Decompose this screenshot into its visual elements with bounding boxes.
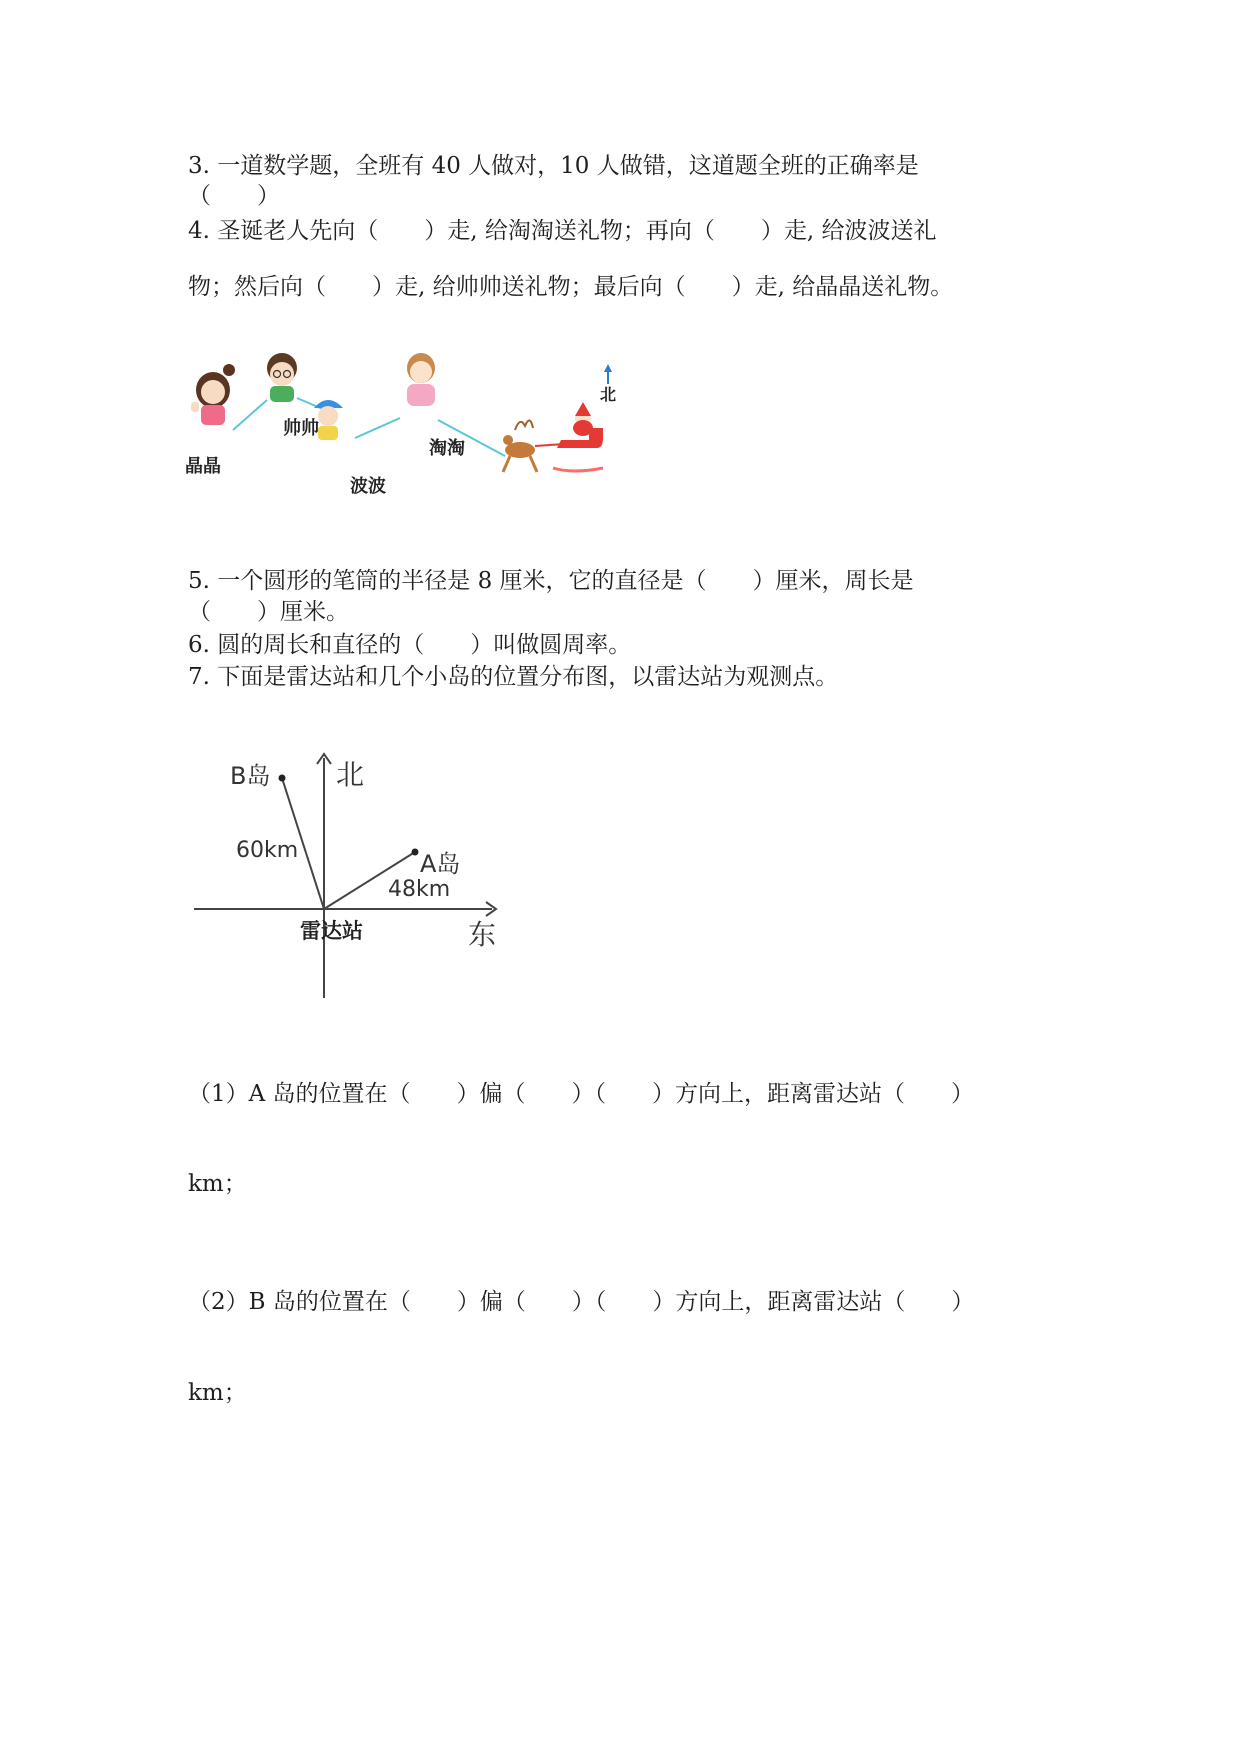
route-line (355, 418, 400, 438)
sub-question-1-text: （1）A 岛的位置在（ ）偏（ ）（ ）方向上，距离雷达站（ ） (188, 1081, 975, 1107)
sub-question-1-unit: km； (188, 1171, 247, 1197)
north-arrow-icon (604, 364, 612, 384)
label-shuaishuai: 帅帅 (283, 418, 319, 439)
label-taotao: 淘淘 (429, 438, 465, 459)
label-north: 北 (600, 385, 617, 404)
question-3-answer-blank: （ ） (188, 183, 280, 209)
question-4-text-line2: 物；然后向（ ）走, 给帅帅送礼物；最后向（ ）走, 给晶晶送礼物。 (188, 274, 954, 300)
santa-sleigh-icon (503, 402, 603, 472)
label-jingjing: 晶晶 (185, 456, 221, 477)
taotao-figure-icon (407, 353, 435, 406)
route-line (233, 400, 267, 430)
label-east-direction: 东 (468, 918, 497, 951)
question-6-text: 6. 圆的周长和直径的（ ）叫做圆周率。 (188, 632, 632, 658)
question-4-text-line1: 4. 圣诞老人先向（ ）走, 给淘淘送礼物；再向（ ）走, 给波波送礼 (188, 218, 937, 244)
question-3-text: 3. 一道数学题，全班有 40 人做对，10 人做错，这道题全班的正确率是 (188, 153, 919, 179)
question-5-text: 5. 一个圆形的笔筒的半径是 8 厘米，它的直径是（ ）厘米，周长是 (188, 568, 914, 594)
label-distance-b: 60km (236, 838, 299, 863)
label-radar-station: 雷达站 (300, 919, 363, 943)
sub-question-2-text: （2）B 岛的位置在（ ）偏（ ）（ ）方向上，距离雷达站（ ） (188, 1289, 975, 1315)
sub-question-2-unit: km； (188, 1380, 247, 1406)
label-island-b: B岛 (230, 762, 271, 790)
label-distance-a: 48km (388, 877, 451, 902)
label-north-direction: 北 (336, 758, 365, 791)
label-bobo: 波波 (350, 476, 386, 497)
radar-map-diagram (190, 748, 510, 1013)
question-7-text: 7. 下面是雷达站和几个小岛的位置分布图，以雷达站为观测点。 (188, 664, 839, 690)
island-a-point (412, 849, 419, 856)
shuaishuai-figure-icon (267, 353, 297, 402)
label-island-a: A岛 (420, 850, 461, 878)
jingjing-figure-icon (191, 364, 235, 425)
route-figure (185, 350, 705, 510)
question-5-answer-blank: （ ）厘米。 (188, 599, 349, 625)
island-b-point (279, 775, 286, 782)
